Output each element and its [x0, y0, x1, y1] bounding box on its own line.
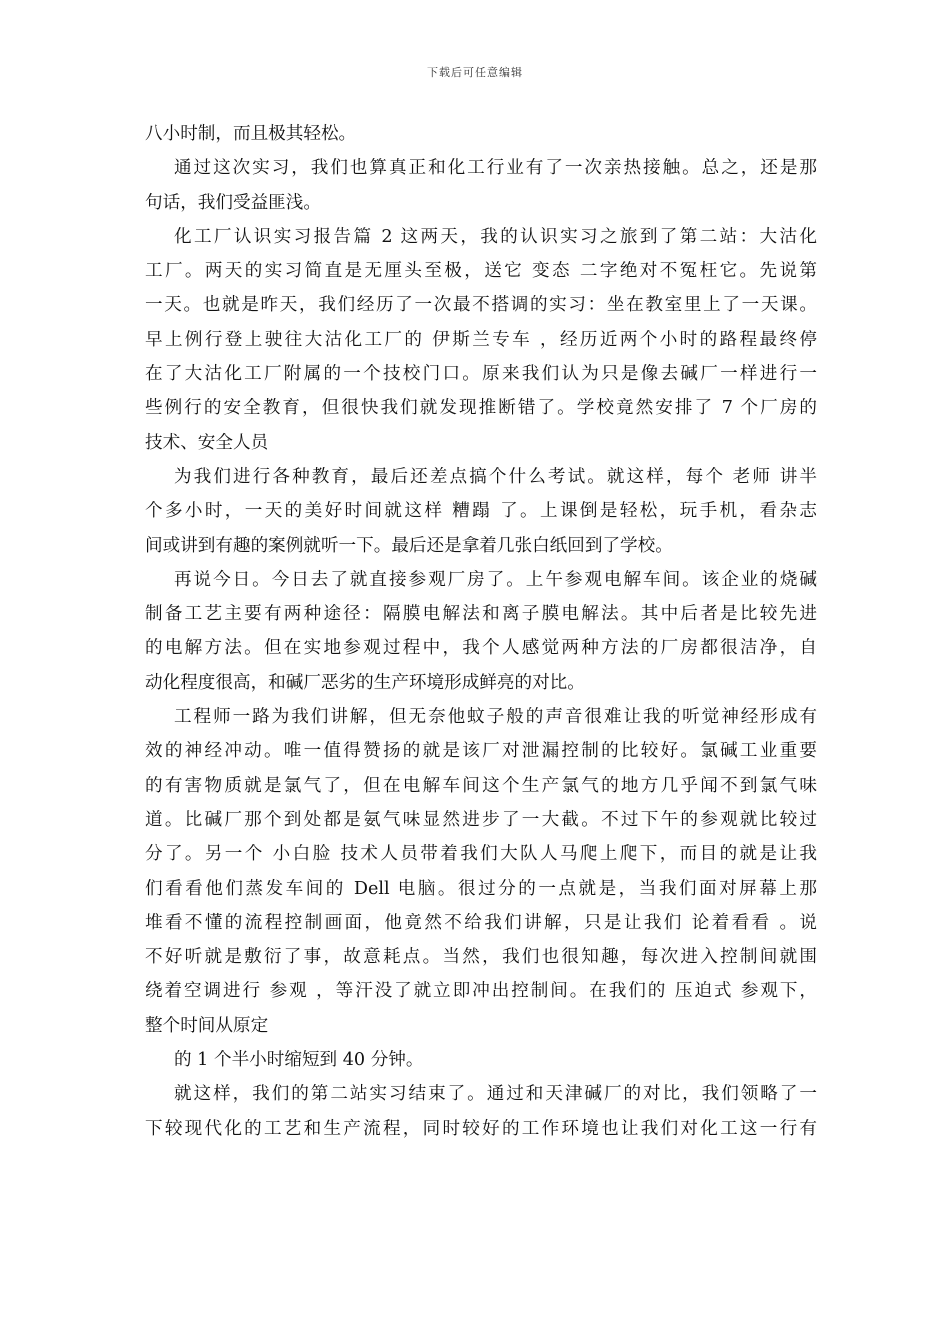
text-line: 下较现代化的工艺和生产流程，同时较好的工作环境也让我们对化工这一行有 [145, 1118, 817, 1139]
text-line: 分了。另一个 小白脸 技术人员带着我们大队人马爬上爬下，而目的就是让我 [145, 844, 817, 865]
text-line: 动化程度很高，和碱厂恶劣的生产环境形成鲜亮的对比。 [145, 672, 585, 693]
text-line: 早上例行登上驶往大沽化工厂的 伊斯兰专车 ，经历近两个小时的路程最终停 [145, 329, 817, 350]
text-line: 通过这次实习，我们也算真正和化工行业有了一次亲热接触。总之，还是那 [174, 158, 817, 179]
text-line: 的电解方法。但在实地参观过程中，我个人感觉两种方法的厂房都很洁净，自 [145, 638, 817, 659]
text-line: 在了大沽化工厂附属的一个技校门口。原来我们认为只是像去碱厂一样进行一 [145, 364, 817, 385]
text-line: 的 1 个半小时缩短到 40 分钟。 [174, 1050, 424, 1071]
text-line: 制备工艺主要有两种途径：隔膜电解法和离子膜电解法。其中后者是比较先进 [145, 604, 817, 625]
text-line: 工程师一路为我们讲解，但无奈他蚊子般的声音很难让我的听觉神经形成有 [174, 707, 817, 728]
text-line: 为我们进行各种教育，最后还差点搞个什么考试。就这样，每个 老师 讲半 [174, 466, 817, 487]
text-line: 绕着空调进行 参观 ，等汗没了就立即冲出控制间。在我们的 压迫式 参观下， [145, 981, 817, 1002]
text-line: 一天。也就是昨天，我们经历了一次最不搭调的实习：坐在教室里上了一天课。 [145, 295, 817, 316]
text-line: 堆看不懂的流程控制画面，他竟然不给我们讲解，只是让我们 论着看看 。说 [145, 912, 817, 933]
text-line: 效的神经冲动。唯一值得赞扬的就是该厂对泄漏控制的比较好。氯碱工业重要 [145, 741, 817, 762]
text-line: 整个时间从原定 [145, 1015, 269, 1036]
text-line: 句话，我们受益匪浅。 [145, 192, 321, 213]
text-line: 技术、安全人员 [145, 432, 269, 453]
text-line: 不好听就是敷衍了事，故意耗点。当然，我们也很知趣，每次进入控制间就围 [145, 947, 817, 968]
text-line: 间或讲到有趣的案例就听一下。最后还是拿着几张白纸回到了学校。 [145, 535, 673, 556]
text-line: 的有害物质就是氯气了，但在电解车间这个生产氯气的地方几乎闻不到氯气味 [145, 775, 817, 796]
text-line: 道。比碱厂那个到处都是氨气味显然进步了一大截。不过下午的参观就比较过 [145, 809, 817, 830]
text-line: 就这样，我们的第二站实习结束了。通过和天津碱厂的对比，我们领略了一 [174, 1084, 817, 1105]
text-line: 些例行的安全教育，但很快我们就发现推断错了。学校竟然安排了 7 个厂房的 [145, 398, 817, 419]
text-line: 再说今日。今日去了就直接参观厂房了。上午参观电解车间。该企业的烧碱 [174, 569, 817, 590]
text-line: 工厂。两天的实习简直是无厘头至极，送它 变态 二字绝对不冤枉它。先说第 [145, 261, 817, 282]
text-line: 化工厂认识实习报告篇 2 这两天，我的认识实习之旅到了第二站：大沽化 [174, 226, 817, 247]
document-body [145, 117, 817, 1146]
text-line: 八小时制，而且极其轻松。 [145, 124, 357, 144]
page-header: 下载后可任意编辑 [427, 66, 523, 79]
text-line: 个多小时，一天的美好时间就这样 糟蹋 了。上课倒是轻松，玩手机，看杂志 [145, 501, 817, 522]
text-line: 们看看他们蒸发车间的 Dell 电脑。很过分的一点就是，当我们面对屏幕上那 [145, 878, 817, 899]
